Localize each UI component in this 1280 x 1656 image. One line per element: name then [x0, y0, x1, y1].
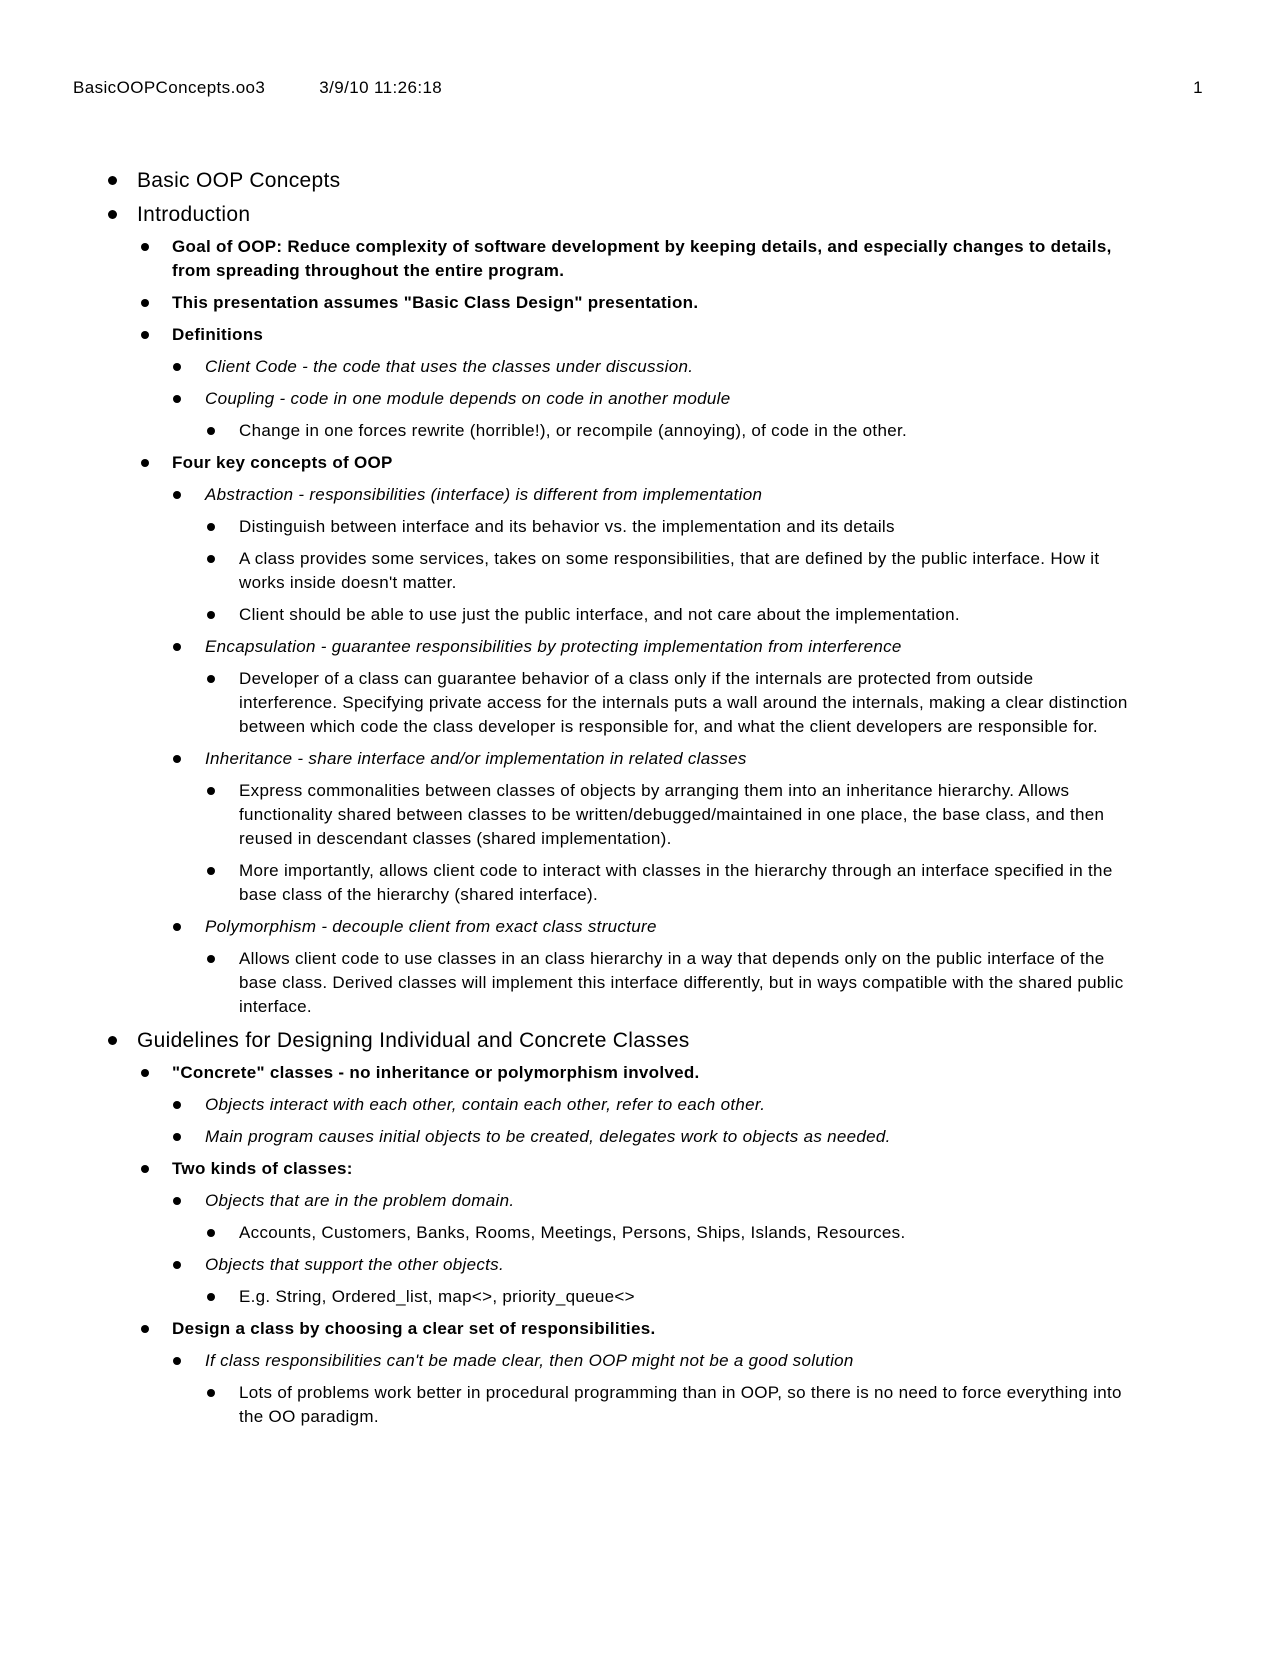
- bullet-icon: [108, 1036, 117, 1045]
- outline-item: [0, 635, 1136, 659]
- bullet-icon: [173, 1357, 181, 1365]
- outline-item: [0, 1125, 1136, 1149]
- bullet-icon: [141, 1069, 149, 1077]
- outline-item-text: Four key concepts of OOP: [172, 453, 393, 472]
- outline-item: [0, 1381, 1136, 1429]
- bullet-icon: [207, 1389, 215, 1397]
- outline-item-text: Abstraction - responsibilities (interface) is different from implementation: [205, 485, 763, 504]
- outline-item-text: Objects that support the other objects.: [205, 1255, 504, 1274]
- outline-item-text: Express commonalities between classes of objects by arranging them into an inheritance hierarchy. Allows functionality shared between classes to be written/debugged/maintained in one place, the base class, and then reused in descendant classes (shared implementation).: [239, 781, 1105, 848]
- outline-item: [0, 1253, 1136, 1277]
- bullet-icon: [173, 395, 181, 403]
- bullet-icon: [141, 1325, 149, 1333]
- bullet-icon: [173, 491, 181, 499]
- outline-item: [0, 1061, 1136, 1085]
- bullet-icon: [141, 331, 149, 339]
- outline-item-text: Design a class by choosing a clear set of responsibilities.: [172, 1319, 656, 1338]
- outline-item-text: If class responsibilities can't be made clear, then OOP might not be a good solution: [205, 1351, 854, 1370]
- outline-item-text: Accounts, Customers, Banks, Rooms, Meetings, Persons, Ships, Islands, Resources.: [239, 1223, 906, 1242]
- outline-item-text: More importantly, allows client code to interact with classes in the hierarchy through an interface specified in the base class of the hierarchy (shared interface).: [239, 861, 1113, 904]
- outline-item-text: Objects interact with each other, contain each other, refer to each other.: [205, 1095, 766, 1114]
- outline-item: [0, 1093, 1136, 1117]
- bullet-icon: [141, 1165, 149, 1173]
- outline-item: [0, 747, 1136, 771]
- outline-item-text: Client should be able to use just the public interface, and not care about the implementation.: [239, 605, 960, 624]
- outline-item-text: Goal of OOP: Reduce complexity of software development by keeping details, and especially changes to details, from spreading throughout the entire program.: [172, 237, 1112, 280]
- outline-item: [0, 915, 1136, 939]
- bullet-icon: [173, 1101, 181, 1109]
- bullet-icon: [173, 923, 181, 931]
- outline-item: [0, 1285, 1136, 1309]
- bullet-icon: [108, 210, 117, 219]
- bullet-icon: [141, 299, 149, 307]
- bullet-icon: [141, 243, 149, 251]
- outline-item: [0, 859, 1136, 907]
- outline-item: [0, 419, 1136, 443]
- bullet-icon: [207, 523, 215, 531]
- outline-item-text: Inheritance - share interface and/or implementation in related classes: [205, 749, 747, 768]
- bullet-icon: [173, 1261, 181, 1269]
- outline-item: [0, 1027, 1136, 1054]
- bullet-icon: [173, 643, 181, 651]
- outline-item-text: A class provides some services, takes on some responsibilities, that are defined by the public interface. How it works inside doesn't matter.: [239, 549, 1100, 592]
- bullet-icon: [207, 1229, 215, 1237]
- outline-item: [0, 1317, 1136, 1341]
- outline-item: [0, 1157, 1136, 1181]
- outline-item-text: Guidelines for Designing Individual and Concrete Classes: [137, 1029, 690, 1052]
- outline-item-text: Main program causes initial objects to be created, delegates work to objects as needed.: [205, 1127, 891, 1146]
- outline-item: [0, 483, 1136, 507]
- bullet-icon: [207, 787, 215, 795]
- outline-item: [0, 167, 1136, 194]
- outline-item: [0, 387, 1136, 411]
- outline-item: [0, 355, 1136, 379]
- outline-item: [0, 547, 1136, 595]
- bullet-icon: [207, 555, 215, 563]
- outline-item: [0, 1221, 1136, 1245]
- bullet-icon: [207, 955, 215, 963]
- outline-item-text: Coupling - code in one module depends on code in another module: [205, 389, 731, 408]
- outline-item-text: Allows client code to use classes in an class hierarchy in a way that depends only on the public interface of the base class. Derived classes will implement this interface differently, but in ways compatible with the shared public interface.: [239, 949, 1124, 1016]
- outline-item-text: This presentation assumes "Basic Class Design" presentation.: [172, 293, 699, 312]
- outline-item: [0, 667, 1136, 739]
- outline-item: [0, 451, 1136, 475]
- outline-item: [0, 603, 1136, 627]
- outline-item: [0, 235, 1136, 283]
- outline-item: [0, 323, 1136, 347]
- bullet-icon: [207, 611, 215, 619]
- outline-item: [0, 515, 1136, 539]
- document-filename: BasicOOPConcepts.oo3: [73, 78, 266, 97]
- outline-item-text: Objects that are in the problem domain.: [205, 1191, 515, 1210]
- outline-item-text: Lots of problems work better in procedural programming than in OOP, so there is no need to force everything into the OO paradigm.: [239, 1383, 1122, 1426]
- outline-item-text: Change in one forces rewrite (horrible!), or recompile (annoying), of code in the other.: [239, 421, 908, 440]
- header-left: [73, 78, 442, 98]
- page-number: 1: [1193, 78, 1203, 97]
- bullet-icon: [173, 363, 181, 371]
- page-header: [73, 78, 1203, 98]
- outline-item-text: Introduction: [137, 203, 251, 226]
- outline-item-text: Definitions: [172, 325, 264, 344]
- bullet-icon: [207, 867, 215, 875]
- bullet-icon: [173, 1133, 181, 1141]
- outline-item: [0, 779, 1136, 851]
- outline-item: [0, 1189, 1136, 1213]
- bullet-icon: [207, 675, 215, 683]
- outline-item-text: Encapsulation - guarantee responsibilities by protecting implementation from interference: [205, 637, 902, 656]
- outline-item: [0, 947, 1136, 1019]
- outline-item: [0, 201, 1136, 228]
- bullet-icon: [173, 755, 181, 763]
- bullet-icon: [173, 1197, 181, 1205]
- outline-item-text: Polymorphism - decouple client from exact class structure: [205, 917, 657, 936]
- outline-item-text: E.g. String, Ordered_list, map<>, priority_queue<>: [239, 1287, 635, 1306]
- outline-item-text: Basic OOP Concepts: [137, 169, 341, 192]
- outline: [0, 167, 1136, 1437]
- bullet-icon: [108, 176, 117, 185]
- bullet-icon: [141, 459, 149, 467]
- outline-item-text: "Concrete" classes - no inheritance or polymorphism involved.: [172, 1063, 700, 1082]
- outline-item: [0, 291, 1136, 315]
- outline-item-text: Two kinds of classes:: [172, 1159, 353, 1178]
- bullet-icon: [207, 1293, 215, 1301]
- outline-item: [0, 1349, 1136, 1373]
- document-timestamp: 3/9/10 11:26:18: [319, 78, 443, 97]
- outline-item-text: Developer of a class can guarantee behavior of a class only if the internals are protected from outside interference. Specifying private access for the internals puts a wall around the internals, making a clear distinction between which code the class developer is responsible for, and what the client developers are responsible for.: [239, 669, 1128, 736]
- outline-item-text: Distinguish between interface and its behavior vs. the implementation and its details: [239, 517, 895, 536]
- bullet-icon: [207, 427, 215, 435]
- outline-item-text: Client Code - the code that uses the classes under discussion.: [205, 357, 694, 376]
